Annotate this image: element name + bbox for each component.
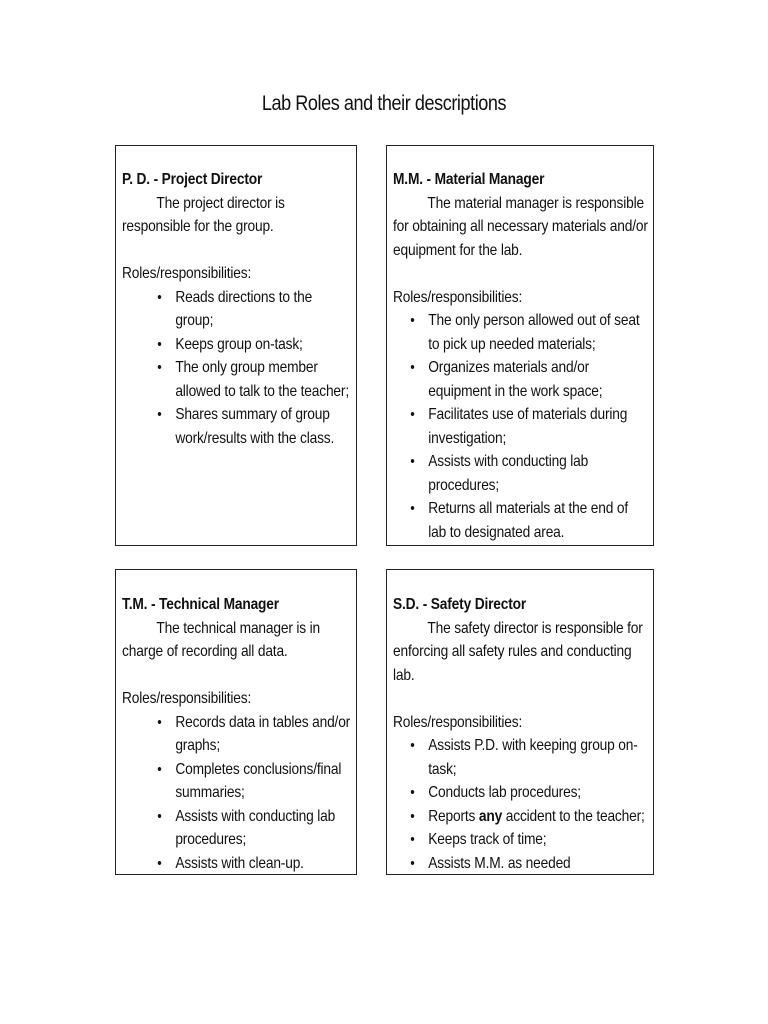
roles-label: Roles/responsibilities: bbox=[393, 713, 523, 731]
card-description: The project director is responsible for the group. bbox=[122, 194, 285, 235]
list-item: • The only person allowed out of seat to pick up needed materials; bbox=[428, 309, 648, 356]
list-item: • Assists M.M. as needed bbox=[428, 852, 648, 876]
card-description: The material manager is responsible for obtaining all necessary materials and/or equipment for the lab. bbox=[393, 194, 648, 259]
list-item: • Keeps group on-task; bbox=[175, 333, 350, 357]
list-item: • Shares summary of group work/results with the class. bbox=[175, 403, 350, 450]
card-safety-director bbox=[386, 569, 654, 875]
list-item: • Records data in tables and/or graphs; bbox=[175, 711, 350, 758]
list-item: • Assists P.D. with keeping group on-task; bbox=[428, 734, 648, 781]
card-project-director bbox=[115, 145, 357, 546]
role-list bbox=[428, 309, 648, 544]
card-material-manager bbox=[386, 145, 654, 546]
list-item: • Facilitates use of materials during investigation; bbox=[428, 403, 648, 450]
list-item: • Keeps track of time; bbox=[428, 828, 648, 852]
roles-label: Roles/responsibilities: bbox=[393, 288, 523, 306]
page-title: Lab Roles and their descriptions bbox=[261, 92, 507, 115]
card-technical-manager bbox=[115, 569, 357, 875]
role-list bbox=[428, 734, 648, 875]
list-item: • Conducts lab procedures; bbox=[428, 781, 648, 805]
list-item: • Assists with clean-up. bbox=[175, 852, 350, 876]
card-title: M.M. - Material Manager bbox=[393, 171, 545, 188]
roles-label: Roles/responsibilities: bbox=[122, 265, 252, 282]
list-item: • Returns all materials at the end of lab to designated area. bbox=[428, 497, 648, 544]
item-text: accident to the teacher; bbox=[502, 807, 645, 825]
emphasis-text: any bbox=[478, 807, 503, 825]
list-item: • Completes conclusions/final summaries; bbox=[175, 758, 350, 805]
card-title: T.M. - Technical Manager bbox=[122, 596, 279, 613]
role-list bbox=[175, 711, 350, 876]
item-text: Reports bbox=[428, 807, 479, 825]
list-item: • The only group member allowed to talk to the teacher; bbox=[175, 356, 350, 403]
card-description: The technical manager is in charge of recording all data. bbox=[122, 619, 321, 660]
list-item: • Reads directions to the group; bbox=[175, 286, 350, 333]
card-title: S.D. - Safety Director bbox=[393, 596, 527, 613]
list-item: • Assists with conducting lab procedures; bbox=[175, 805, 350, 852]
list-item: • Assists with conducting lab procedures; bbox=[428, 450, 648, 497]
roles-label: Roles/responsibilities: bbox=[122, 690, 252, 707]
card-description: The safety director is responsible for enforcing all safety rules and conducting lab. bbox=[393, 619, 643, 684]
list-item bbox=[428, 805, 648, 829]
list-item: • Organizes materials and/or equipment in the work space; bbox=[428, 356, 648, 403]
role-list bbox=[175, 286, 350, 451]
card-title: P. D. - Project Director bbox=[122, 171, 263, 188]
